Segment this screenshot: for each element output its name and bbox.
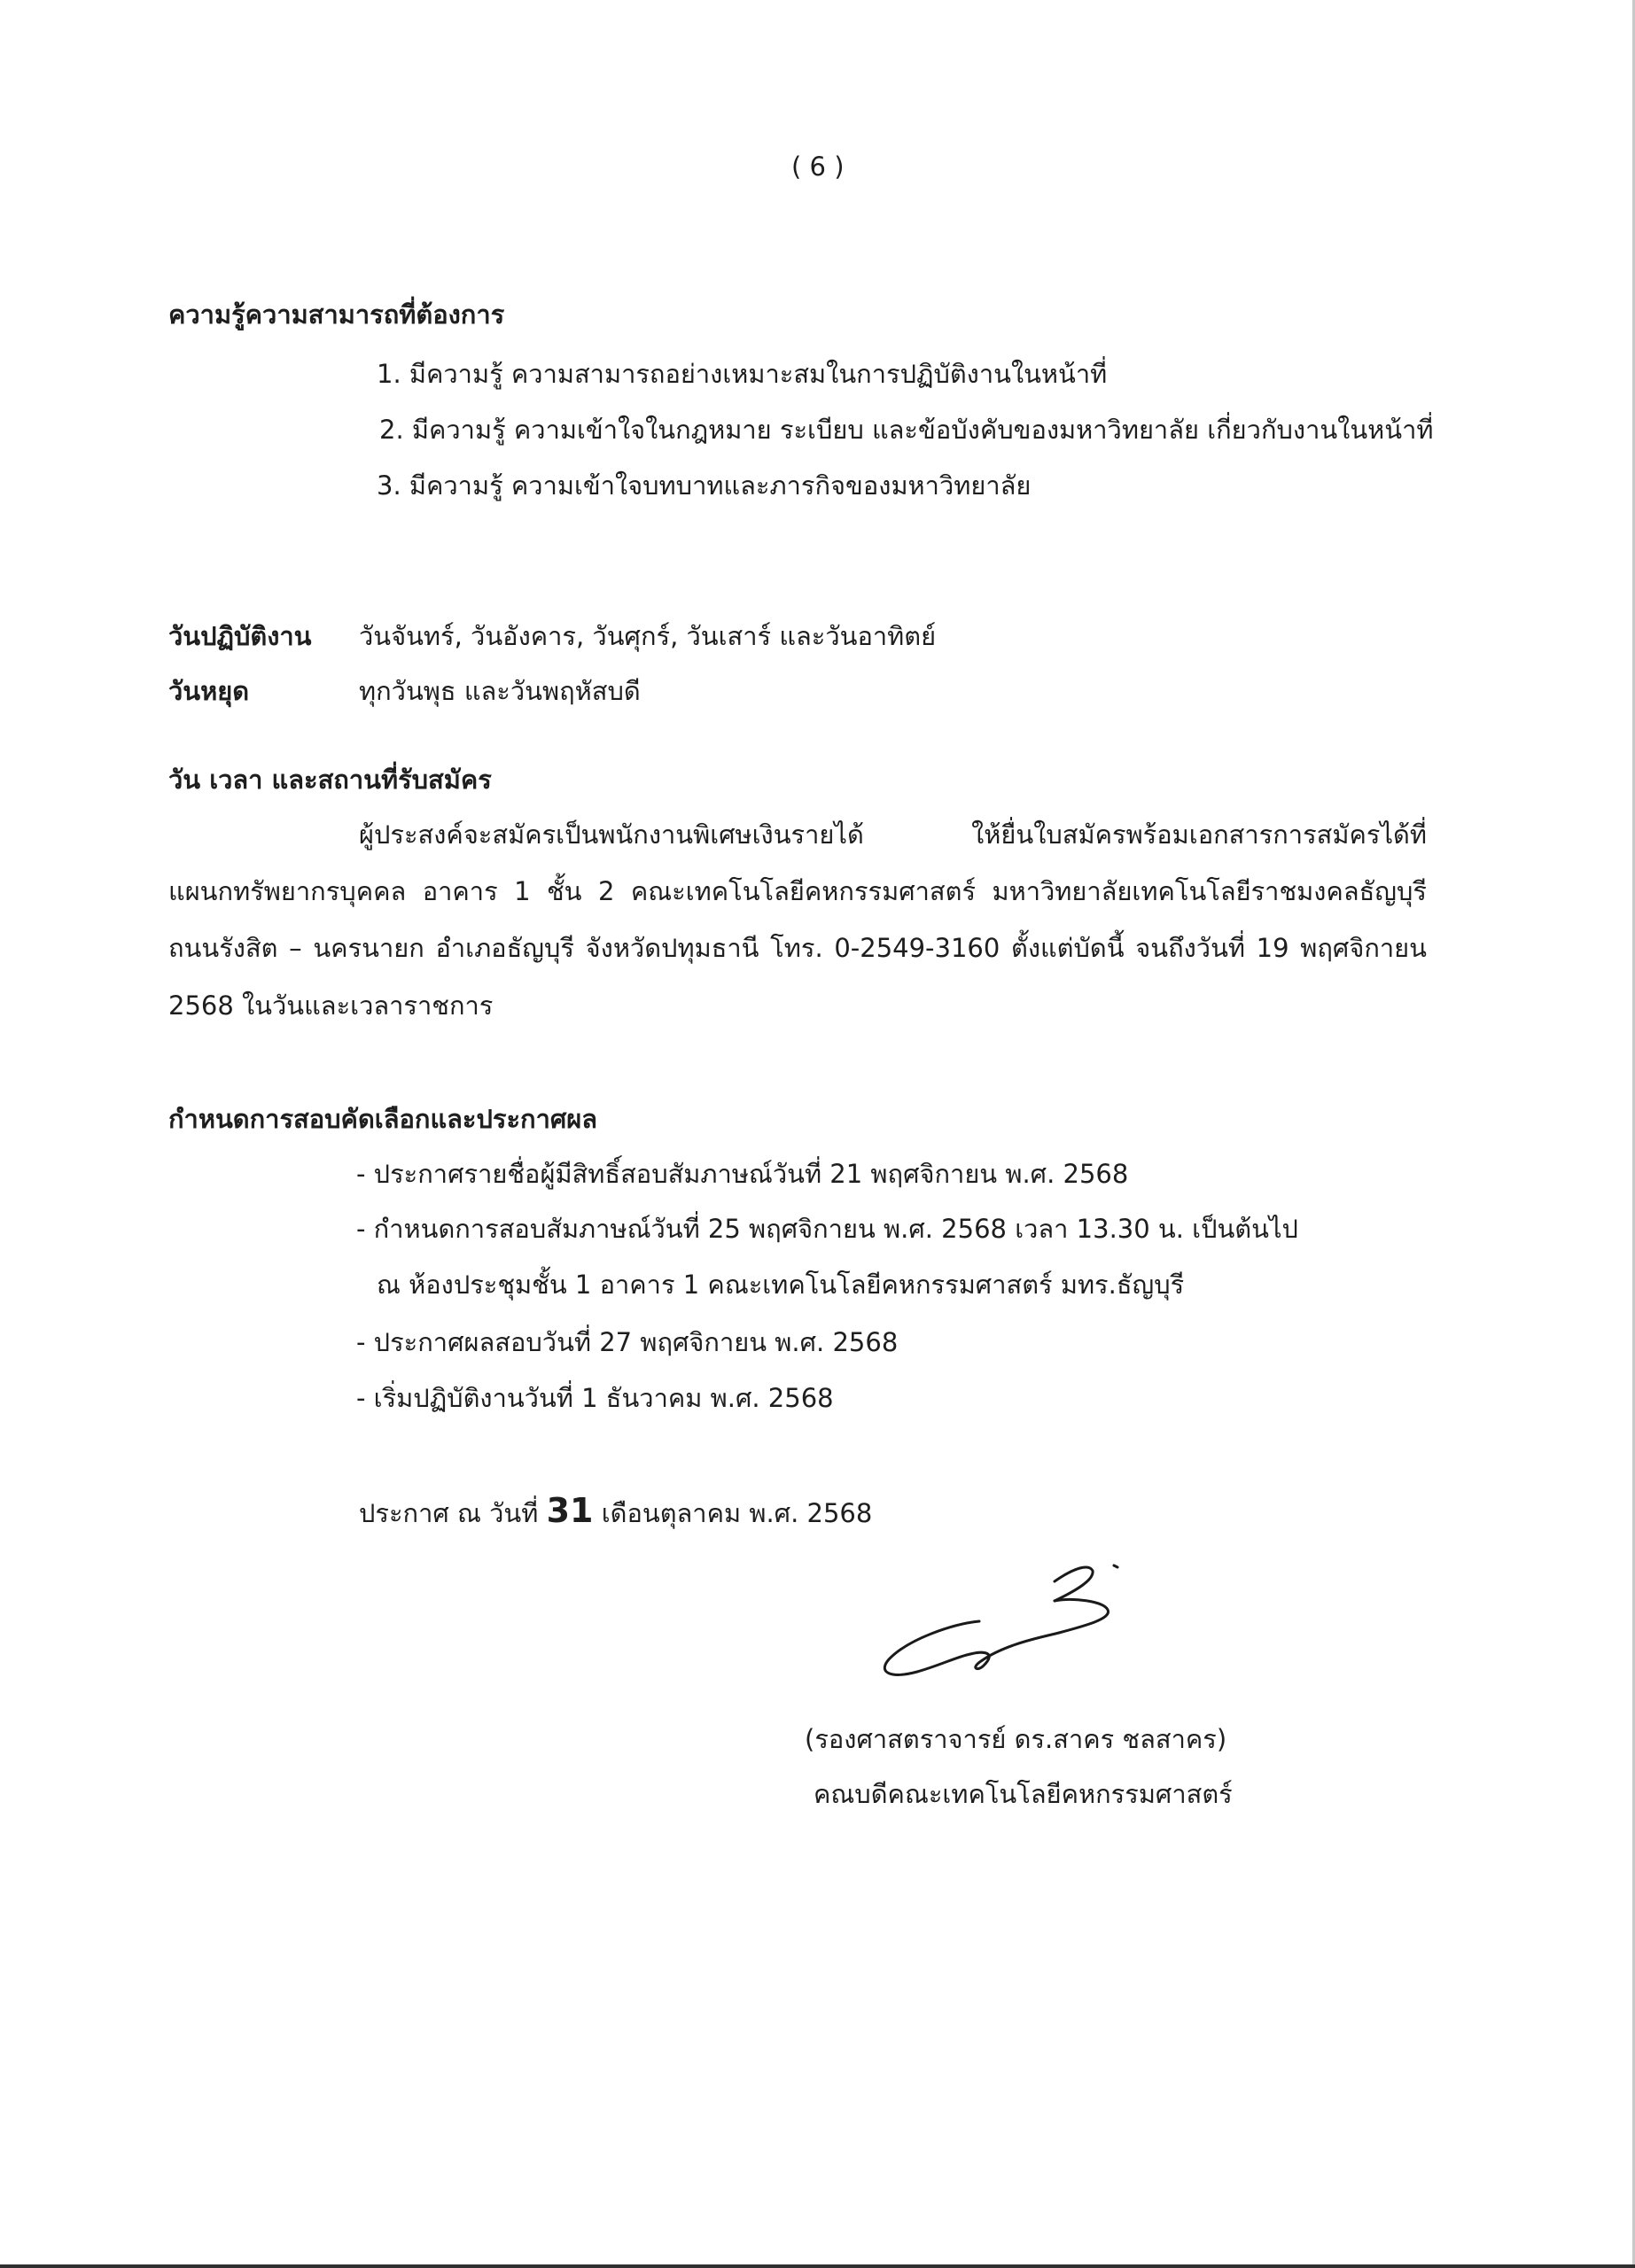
selection-item-2-cont: ณ ห้องประชุมชั้น 1 อาคาร 1 คณะเทคโนโลยีคหกรรมศาสตร์ มทร.ธัญบุรี	[377, 1270, 1185, 1300]
application-heading: วัน เวลา และสถานที่รับสมัคร	[168, 765, 492, 795]
application-line-1: ผู้ประสงค์จะสมัครเป็นพนักงานพิเศษเงินรายได้ ให้ยื่นใบสมัครพร้อมเอกสารการสมัครได้ที่	[359, 819, 1427, 850]
page-bottom-edge	[0, 2264, 1635, 2268]
selection-item-2: - กำหนดการสอบสัมภาษณ์วันที่ 25 พฤศจิกายน พ.ศ. 2568 เวลา 13.30 น. เป็นต้นไป	[356, 1214, 1298, 1244]
work-days-value: วันจันทร์, วันอังคาร, วันศุกร์, วันเสาร์ และวันอาทิตย์	[359, 621, 937, 651]
knowledge-item-1: 1. มีความรู้ ความสามารถอย่างเหมาะสมในการปฏิบัติงานในหน้าที่	[377, 359, 1108, 389]
announcement-day: 31	[546, 1491, 594, 1530]
application-line-2: แผนกทรัพยากรบุคคล อาคาร 1 ชั้น 2 คณะเทคโนโลยีคหกรรมศาสตร์ มหาวิทยาลัยเทคโนโลยีราชมงคลธัญบุรี	[168, 876, 1427, 906]
application-line-3: ถนนรังสิต – นครนายก อำเภอธัญบุรี จังหวัดปทุมธานี โทร. 0-2549-3160 ตั้งแต่บัดนี้ จนถึงวันที่ 19 พฤศจิกายน	[168, 933, 1427, 963]
knowledge-item-3: 3. มีความรู้ ความเข้าใจบทบาทและภารกิจของมหาวิทยาลัย	[377, 470, 1032, 501]
announcement-date	[359, 1493, 872, 1531]
application-line-4: 2568 ในวันและเวลาราชการ	[168, 990, 494, 1021]
selection-heading: กำหนดการสอบคัดเลือกและประกาศผล	[168, 1104, 598, 1134]
page-number: ( 6 )	[791, 151, 845, 182]
holiday-label: วันหยุด	[168, 676, 250, 706]
selection-item-3: - ประกาศผลสอบวันที่ 27 พฤศจิกายน พ.ศ. 2568	[356, 1327, 899, 1357]
announcement-suffix: เดือนตุลาคม พ.ศ. 2568	[601, 1498, 873, 1528]
knowledge-item-2: 2. มีความรู้ ความเข้าใจในกฎหมาย ระเบียบ และข้อบังคับของมหาวิทยาลัย เกี่ยวกับงานในหน้าที่	[379, 415, 1434, 445]
work-days-label: วันปฏิบัติงาน	[168, 621, 312, 651]
knowledge-heading: ความรู้ความสามารถที่ต้องการ	[168, 299, 505, 330]
announcement-prefix: ประกาศ ณ วันที่	[359, 1498, 539, 1528]
holiday-value: ทุกวันพุธ และวันพฤหัสบดี	[359, 676, 641, 706]
selection-item-1: - ประกาศรายชื่อผู้มีสิทธิ์สอบสัมภาษณ์วันที่ 21 พฤศจิกายน พ.ศ. 2568	[356, 1159, 1129, 1189]
selection-item-4: - เริ่มปฏิบัติงานวันที่ 1 ธันวาคม พ.ศ. 2568	[356, 1383, 834, 1413]
signatory-name: (รองศาสตราจารย์ ดร.สาคร ชลสาคร)	[805, 1724, 1227, 1754]
signatory-position: คณบดีคณะเทคโนโลยีคหกรรมศาสตร์	[814, 1779, 1233, 1809]
signature	[873, 1555, 1130, 1697]
